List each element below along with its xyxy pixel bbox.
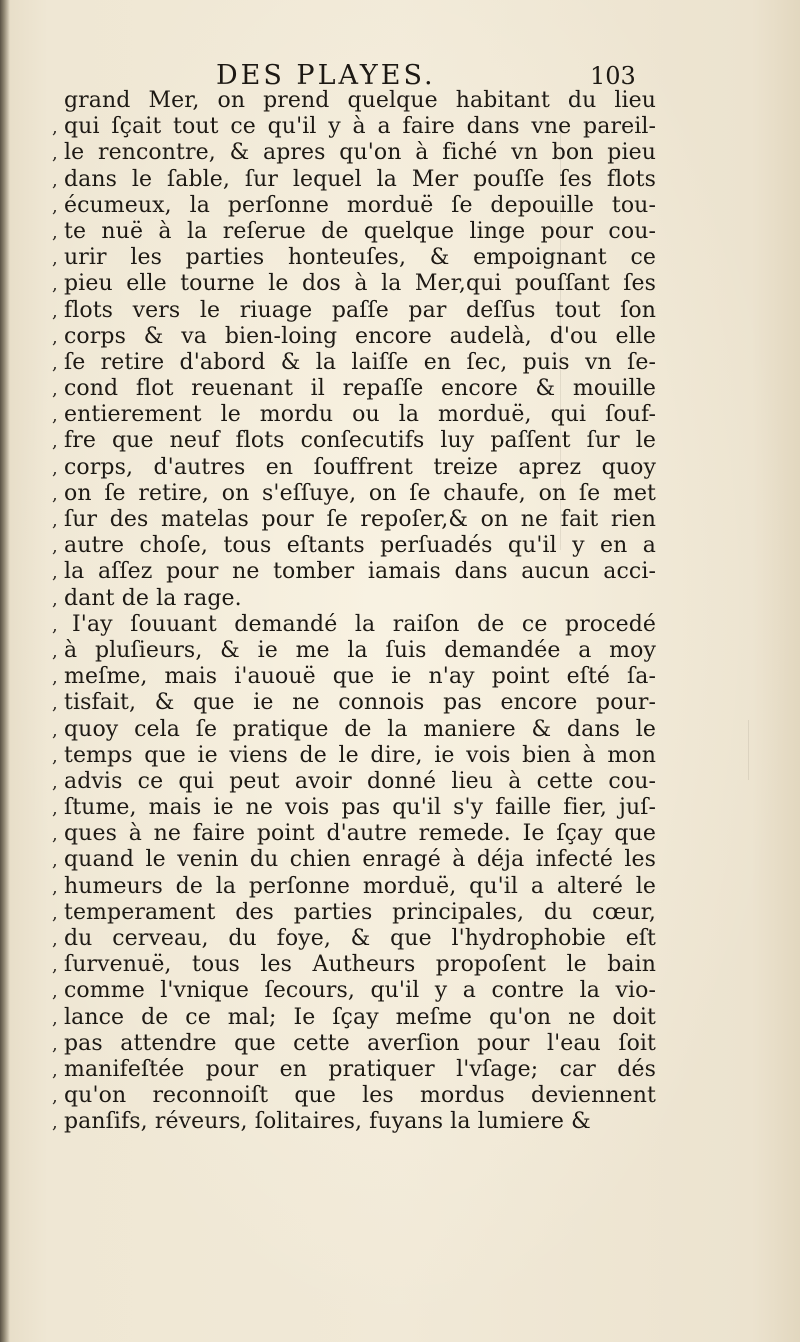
text-line-content: cond flot reuenant il repaſſe encore & mouille — [64, 376, 656, 402]
text-line-content: tisfait, & que ie ne connois pas encore pour- — [64, 690, 656, 716]
text-line — [52, 821, 656, 847]
text-line-content: meſme, mais i'auouë que ie n'ay point eſté ſa- — [64, 664, 656, 690]
text-line-content: quand le venin du chien enragé à déja infecté les — [64, 847, 656, 873]
text-line — [52, 376, 656, 402]
body-text — [52, 88, 656, 1136]
quotation-mark: , — [52, 431, 58, 453]
text-line-content: I'ay ſouuant demandé la raiſon de ce procedé — [72, 611, 656, 637]
text-line — [52, 193, 656, 219]
text-line — [52, 1031, 656, 1057]
quotation-mark: , — [52, 326, 58, 348]
text-line-content: fre que neuf flots conſecutifs luy paſſent ſur le — [64, 428, 656, 454]
quotation-mark: , — [52, 1059, 58, 1081]
quotation-mark: , — [52, 195, 58, 217]
quotation-mark: , — [52, 902, 58, 924]
text-line — [52, 245, 656, 271]
text-line — [52, 847, 656, 873]
show-through-mark — [748, 720, 750, 780]
quotation-mark: , — [52, 771, 58, 793]
text-line-content: corps & va bien-loing encore audelà, d'ou elle — [64, 323, 656, 349]
text-line — [52, 795, 656, 821]
quotation-mark: , — [52, 614, 58, 636]
quotation-mark: , — [52, 300, 58, 322]
text-line — [52, 481, 656, 507]
text-line-content: la aſſez pour ne tomber iamais dans aucun acci- — [64, 559, 656, 585]
text-line — [52, 743, 656, 769]
quotation-mark: , — [52, 405, 58, 427]
page-gutter-edge — [0, 0, 10, 1342]
quotation-mark: , — [52, 876, 58, 898]
quotation-mark: , — [52, 824, 58, 846]
text-line — [52, 271, 656, 297]
quotation-mark: , — [52, 798, 58, 820]
text-line-content: ſur des matelas pour ſe repoſer,& on ne fait rien — [64, 507, 656, 532]
text-line — [52, 114, 656, 140]
quotation-mark: , — [52, 955, 58, 977]
text-line-content: pieu elle tourne le dos à la Mer,qui pouſſant ſes — [64, 271, 656, 297]
text-line-content: ſtume, mais ie ne vois pas qu'il s'y faille fier, juſ- — [64, 795, 656, 821]
quotation-mark: , — [52, 221, 58, 243]
text-line — [52, 533, 656, 559]
text-line-content: on ſe retire, on s'eſſuye, on ſe chaufe, on ſe met — [64, 480, 656, 506]
page-number: 103 — [590, 62, 636, 90]
text-line-content: dans le ſable, ſur lequel la Mer pouſſe ſes flots — [64, 166, 656, 192]
quotation-mark: , — [52, 562, 58, 584]
text-line-content: autre choſe, tous eſtants perſuadés qu'il y en a — [64, 533, 656, 559]
text-line-content: dant de la rage. — [64, 585, 242, 611]
quotation-mark: , — [52, 588, 58, 610]
quotation-mark: , — [52, 850, 58, 872]
text-line — [52, 769, 656, 795]
text-line — [52, 298, 656, 324]
text-line — [52, 507, 656, 533]
text-line — [52, 140, 656, 166]
quotation-mark: , — [52, 274, 58, 296]
quotation-mark: , — [52, 745, 58, 767]
quotation-mark: , — [52, 981, 58, 1003]
text-line-content: écumeux, la perſonne morduë ſe depouille tou- — [64, 192, 656, 218]
text-line-content: temperament des parties principales, du cœur, — [64, 899, 656, 925]
text-line-content: ques à ne faire point d'autre remede. Ie ſçay que — [64, 821, 656, 847]
text-line-content: humeurs de la perſonne morduë, qu'il a alteré le — [64, 873, 656, 899]
text-line — [52, 978, 656, 1004]
text-line-content: lance de ce mal; Ie ſçay meſme qu'on ne doit — [64, 1004, 656, 1030]
quotation-mark: , — [52, 169, 58, 191]
quotation-mark: , — [52, 352, 58, 374]
text-line-content: du cerveau, du foye, & que l'hydrophobie eſt — [64, 926, 656, 951]
text-line — [52, 428, 656, 454]
text-line — [52, 900, 656, 926]
text-line-content: flots vers le riuage paſſe par deſſus tout ſon — [64, 297, 656, 323]
quotation-mark: , — [52, 719, 58, 741]
text-line — [52, 1005, 656, 1031]
text-line — [52, 455, 656, 481]
text-line-content: ſurvenuë, tous les Autheurs propoſent le bain — [64, 952, 656, 978]
text-line — [52, 664, 656, 690]
text-line — [52, 717, 656, 743]
quotation-mark: , — [52, 1112, 58, 1134]
text-line-content: le rencontre, & apres qu'on à fiché vn bon pieu — [64, 140, 656, 166]
text-line — [52, 1109, 656, 1135]
text-line-content: à pluſieurs, & ie me la ſuis demandée a moy — [64, 637, 656, 663]
text-line-content: ſe retire d'abord & la laiſſe en ſec, puis vn ſe- — [64, 349, 656, 375]
text-line-content: corps, d'autres en ſouffrent treize aprez quoy — [64, 454, 656, 480]
quotation-mark: , — [52, 929, 58, 950]
text-line — [52, 586, 656, 612]
text-line-content: temps que ie viens de le dire, ie vois bien à mon — [64, 742, 656, 768]
text-line — [52, 926, 656, 952]
quotation-mark: , — [52, 1033, 58, 1055]
text-line — [52, 402, 656, 428]
quotation-mark: , — [52, 143, 58, 165]
quotation-mark: , — [52, 1086, 58, 1108]
text-line-content: qu'on reconnoiſt que les mordus deviennent — [64, 1083, 656, 1109]
quotation-mark: , — [52, 536, 58, 558]
running-head-title: DES PLAYES. — [216, 60, 436, 91]
text-line-content: advis ce qui peut avoir donné lieu à cette cou- — [64, 768, 656, 794]
text-line — [52, 559, 656, 585]
quotation-mark: , — [52, 640, 58, 662]
text-line-content: quoy cela ſe pratique de la maniere & dans le — [64, 716, 656, 742]
quotation-mark: , — [52, 248, 58, 270]
quotation-mark: , — [52, 117, 58, 139]
text-line — [52, 1083, 656, 1109]
text-line — [52, 638, 656, 664]
quotation-mark: , — [52, 510, 58, 531]
text-line-content: qui ſçait tout ce qu'il y à a faire dans vne pareil- — [64, 114, 656, 140]
text-line-content: panſifs, réveurs, ſolitaires, fuyans la lumiere & — [64, 1109, 591, 1135]
quotation-mark: , — [52, 1007, 58, 1029]
text-line — [52, 219, 656, 245]
text-line — [52, 690, 656, 716]
text-line — [52, 324, 656, 350]
quotation-mark: , — [52, 693, 58, 715]
text-line-content: pas attendre que cette averſion pour l'eau ſoit — [64, 1030, 656, 1056]
text-line — [52, 612, 656, 638]
quotation-mark: , — [52, 457, 58, 479]
text-line-content: entierement le mordu ou la morduë, qui ſouf- — [64, 402, 656, 428]
text-line-content: comme l'vnique ſecours, qu'il y a contre la vio- — [64, 978, 656, 1004]
text-line-content: te nuë à la reſerue de quelque linge pour cou- — [64, 218, 656, 244]
text-line — [52, 874, 656, 900]
text-line-content: urir les parties honteuſes, & empoignant ce — [64, 245, 656, 271]
text-line — [52, 88, 656, 114]
text-line — [52, 350, 656, 376]
text-line — [52, 952, 656, 978]
quotation-mark: , — [52, 483, 58, 505]
quotation-mark: , — [52, 667, 58, 689]
text-line — [52, 1057, 656, 1083]
text-line — [52, 167, 656, 193]
text-line-content: manifeſtée pour en pratiquer l'vſage; car dés — [64, 1056, 656, 1082]
text-line-content: grand Mer, on prend quelque habitant du lieu — [64, 88, 656, 113]
quotation-mark: , — [52, 379, 58, 401]
